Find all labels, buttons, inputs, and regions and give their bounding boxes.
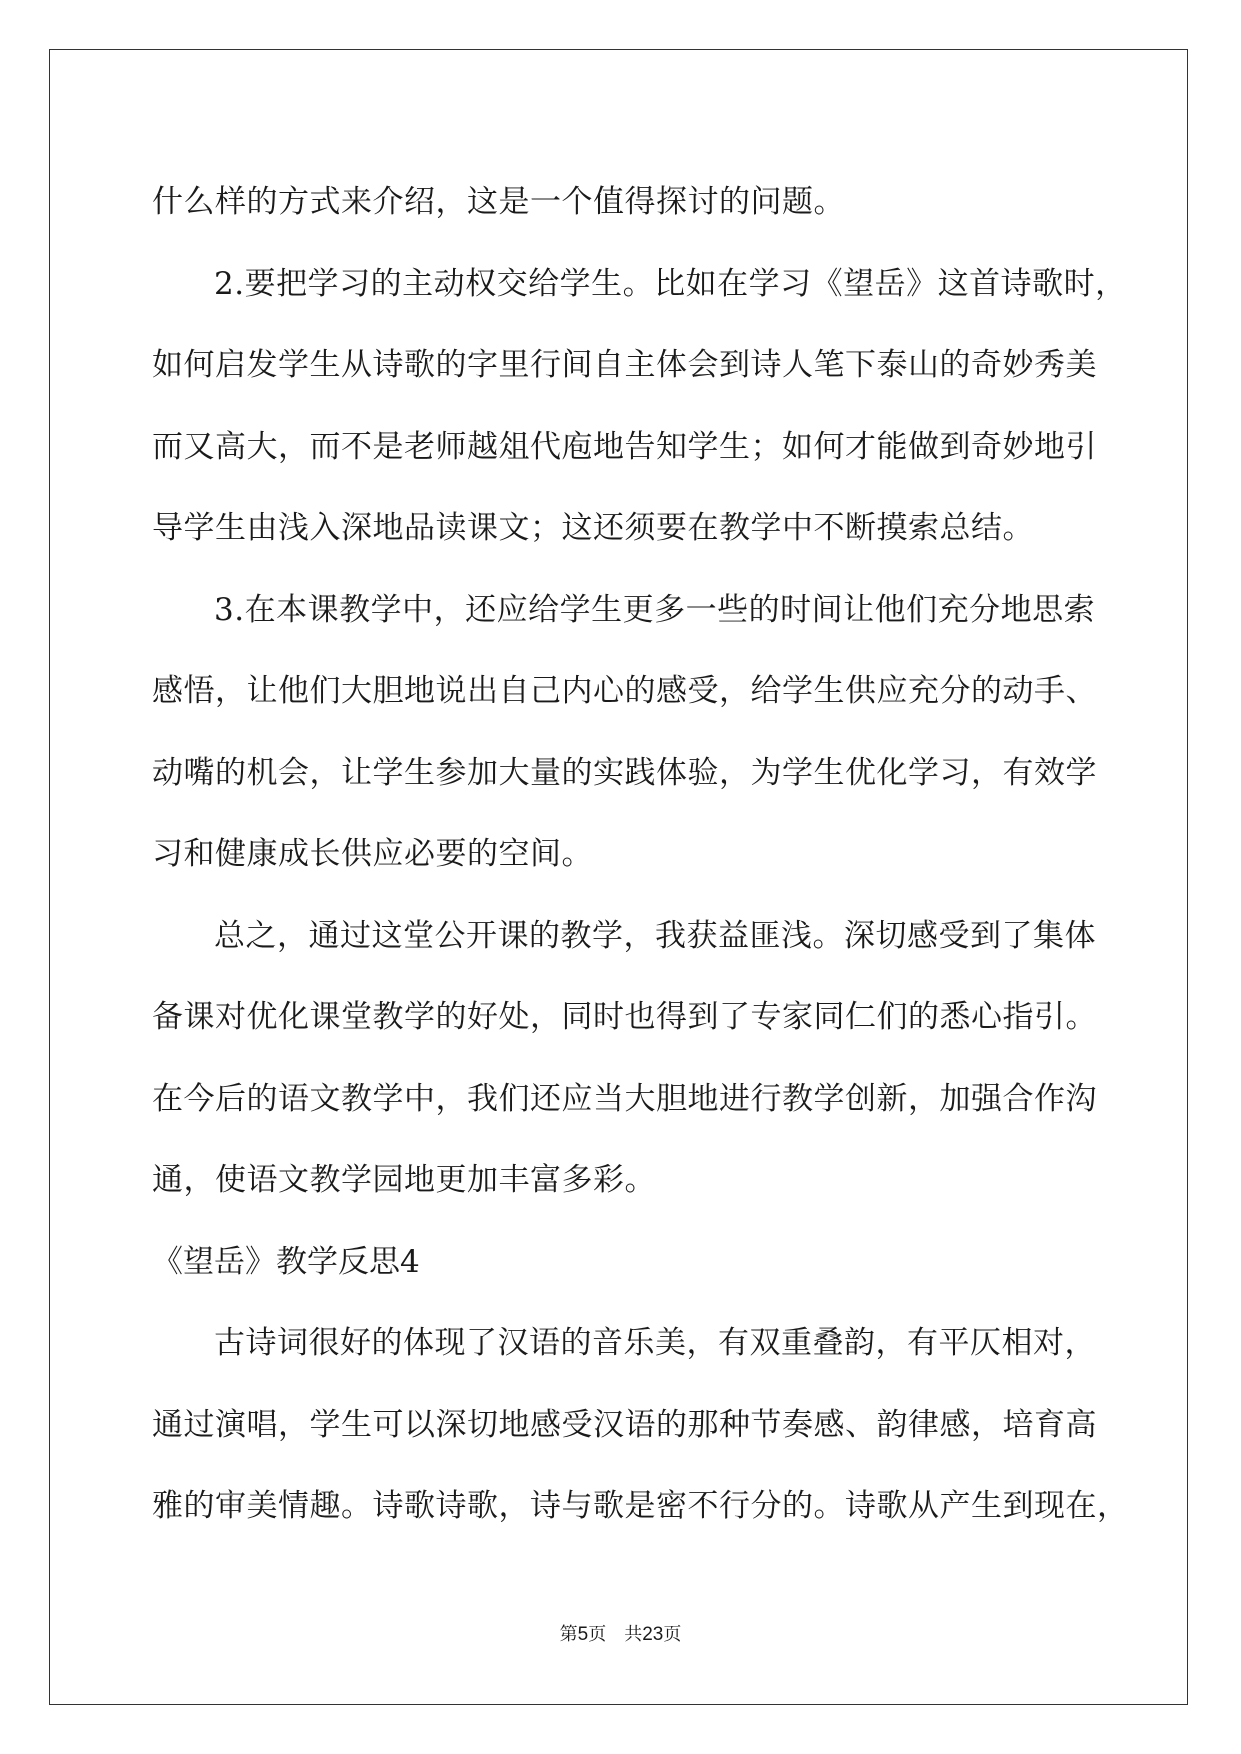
text-line: 在今后的语文教学中，我们还应当大胆地进行教学创新，加强合作沟	[152, 1080, 1097, 1117]
page-number: 5	[577, 1624, 589, 1645]
text-line: 习和健康成长供应必要的空间。	[152, 836, 593, 872]
paragraph-start-line: 古诗词很好的体现了汉语的音乐美，有双重叠韵，有平仄相对，	[214, 1325, 1096, 1361]
paragraph-start-line: 2.要把学习的主动权交给学生。比如在学习《望岳》这首诗歌时，	[214, 265, 1127, 302]
text-line: 动嘴的机会，让学生参加大量的实践体验，为学生优化学习，有效学	[152, 754, 1097, 791]
text-line: 导学生由浅入深地品读课文；这还须要在教学中不断摸索总结。	[152, 510, 1034, 546]
page-prefix: 第	[559, 1624, 578, 1645]
total-prefix: 共	[624, 1624, 643, 1645]
total-suffix: 页	[663, 1624, 682, 1645]
document-body	[152, 162, 1129, 1548]
text-line: 感悟，让他们大胆地说出自己内心的感受，给学生供应充分的动手、	[152, 673, 1097, 709]
section-heading: 《望岳》教学反思4	[152, 1243, 420, 1280]
paragraph-start-line: 总之，通过这堂公开课的教学，我获益匪浅。深切感受到了集体	[214, 917, 1096, 954]
text-line: 什么样的方式来介绍，这是一个值得探讨的问题。	[152, 184, 845, 220]
text-line: 而又高大，而不是老师越俎代庖地告知学生；如何才能做到奇妙地引	[152, 428, 1097, 465]
text-line: 通，使语文教学园地更加丰富多彩。	[152, 1162, 656, 1198]
page-suffix: 页	[588, 1624, 607, 1645]
text-line: 雅的审美情趣。诗歌诗歌，诗与歌是密不行分的。诗歌从产生到现在，	[152, 1488, 1129, 1524]
page-footer	[0, 1620, 1241, 1646]
total-pages: 23	[642, 1624, 664, 1645]
text-line: 如何启发学生从诗歌的字里行间自主体会到诗人笔下泰山的奇妙秀美	[152, 347, 1097, 383]
text-line: 备课对优化课堂教学的好处，同时也得到了专家同仁们的悉心指引。	[152, 999, 1097, 1035]
paragraph-start-line: 3.在本课教学中，还应给学生更多一些的时间让他们充分地思索	[214, 591, 1096, 628]
text-line: 通过演唱，学生可以深切地感受汉语的那种节奏感、韵律感，培育高	[152, 1406, 1097, 1443]
